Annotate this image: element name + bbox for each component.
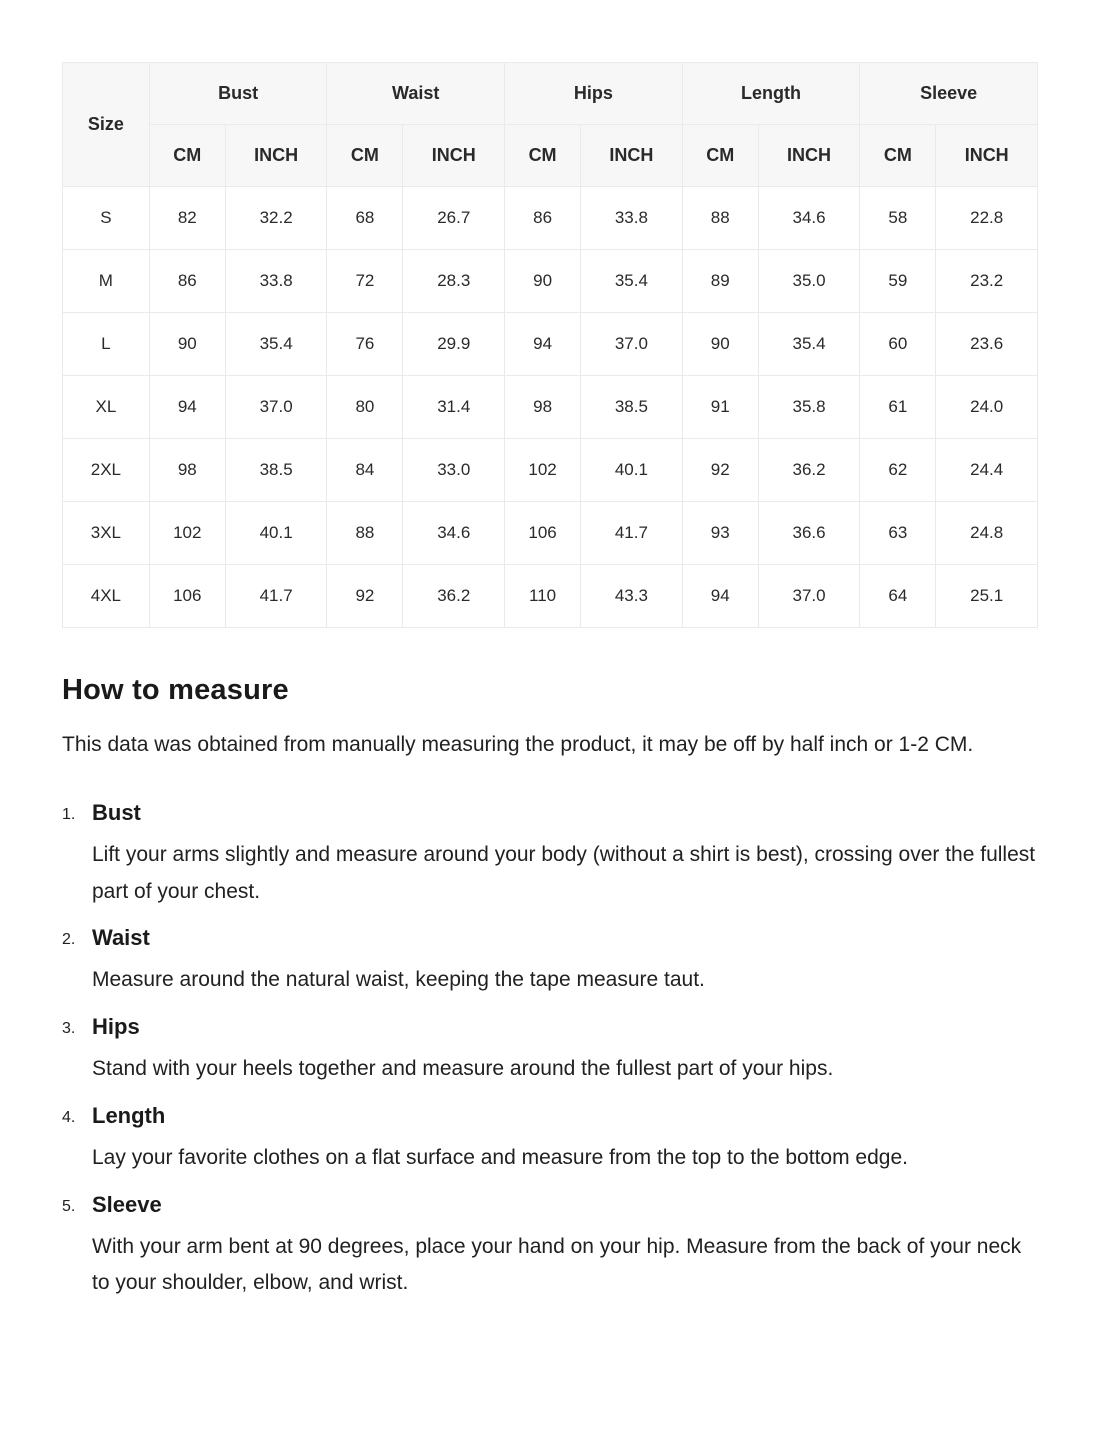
size-cell: 4XL xyxy=(63,565,150,628)
measurement-cell: 24.4 xyxy=(936,439,1038,502)
step-number: 1. xyxy=(62,805,76,823)
measurement-cell: 29.9 xyxy=(403,313,505,376)
step-description: Lay your favorite clothes on a flat surface and measure from the top to the bottom edge. xyxy=(92,1145,908,1169)
measurement-cell: 35.4 xyxy=(758,313,860,376)
measurement-cell: 35.0 xyxy=(758,250,860,313)
measurement-cell: 23.2 xyxy=(936,250,1038,313)
inch-unit-header: INCH xyxy=(581,125,683,187)
step-body xyxy=(92,1014,1038,1103)
measurement-cell: 37.0 xyxy=(581,313,683,376)
measurement-cell: 37.0 xyxy=(225,376,327,439)
size-chart-row xyxy=(63,439,1038,502)
measurement-cell: 88 xyxy=(682,187,758,250)
measurement-cell: 86 xyxy=(505,187,581,250)
bust-column-header: Bust xyxy=(149,63,327,125)
step-term: Waist xyxy=(92,925,150,951)
inch-unit-header: INCH xyxy=(403,125,505,187)
cm-unit-header: CM xyxy=(327,125,403,187)
measurement-cell: 40.1 xyxy=(581,439,683,502)
measurement-cell: 25.1 xyxy=(936,565,1038,628)
step-term: Bust xyxy=(92,799,141,825)
step-description: Lift your arms slightly and measure around your body (without a shirt is best), crossing over the fullest part of your chest. xyxy=(92,842,1036,903)
measurement-cell: 58 xyxy=(860,187,936,250)
measure-step-waist xyxy=(62,925,1038,1014)
measurement-cell: 92 xyxy=(682,439,758,502)
measurement-cell: 76 xyxy=(327,313,403,376)
measurement-cell: 33.8 xyxy=(225,250,327,313)
measure-steps-list xyxy=(62,800,1038,1317)
measurement-cell: 23.6 xyxy=(936,313,1038,376)
measurement-cell: 90 xyxy=(682,313,758,376)
step-body xyxy=(92,925,1038,1014)
size-cell: 2XL xyxy=(63,439,150,502)
measurement-cell: 94 xyxy=(149,376,225,439)
size-chart-row xyxy=(63,565,1038,628)
measurement-cell: 37.0 xyxy=(758,565,860,628)
inch-unit-header: INCH xyxy=(225,125,327,187)
measurement-cell: 80 xyxy=(327,376,403,439)
measure-step-length xyxy=(62,1103,1038,1192)
measurement-cell: 90 xyxy=(505,250,581,313)
how-to-measure-title: How to measure xyxy=(62,674,289,706)
waist-column-header: Waist xyxy=(327,63,505,125)
measurement-cell: 88 xyxy=(327,502,403,565)
measurement-cell: 106 xyxy=(505,502,581,565)
step-term: Length xyxy=(92,1102,166,1128)
size-chart-row xyxy=(63,502,1038,565)
size-cell: L xyxy=(63,313,150,376)
step-number: 3. xyxy=(62,1020,76,1037)
size-chart-row xyxy=(63,313,1038,376)
measurement-cell: 43.3 xyxy=(581,565,683,628)
size-chart-header xyxy=(63,63,1038,187)
size-chart-body xyxy=(63,187,1038,628)
measurement-cell: 84 xyxy=(327,439,403,502)
measure-step-sleeve xyxy=(62,1192,1038,1318)
cm-unit-header: CM xyxy=(505,125,581,187)
measurement-cell: 35.8 xyxy=(758,376,860,439)
measurement-cell: 92 xyxy=(327,565,403,628)
step-description: Measure around the natural waist, keeping the tape measure taut. xyxy=(92,968,705,992)
step-description: Stand with your heels together and measure around the fullest part of your hips. xyxy=(92,1057,834,1080)
measurement-cell: 41.7 xyxy=(581,502,683,565)
measurement-cell: 62 xyxy=(860,439,936,502)
sleeve-column-header: Sleeve xyxy=(860,63,1038,125)
size-cell: S xyxy=(63,187,150,250)
size-chart-table xyxy=(62,62,1038,628)
measurement-cell: 33.8 xyxy=(581,187,683,250)
inch-unit-header: INCH xyxy=(936,125,1038,187)
step-number: 4. xyxy=(62,1108,76,1126)
step-body xyxy=(92,1192,1038,1318)
measurement-cell: 36.6 xyxy=(758,502,860,565)
measurement-cell: 32.2 xyxy=(225,187,327,250)
step-number: 5. xyxy=(62,1197,76,1215)
measurement-cell: 90 xyxy=(149,313,225,376)
measurement-cell: 63 xyxy=(860,502,936,565)
cm-unit-header: CM xyxy=(149,125,225,187)
measure-step-bust xyxy=(62,800,1038,926)
measurement-cell: 38.5 xyxy=(581,376,683,439)
hips-column-header: Hips xyxy=(505,63,683,125)
measurement-cell: 94 xyxy=(682,565,758,628)
measurement-cell: 60 xyxy=(860,313,936,376)
measurement-cell: 38.5 xyxy=(225,439,327,502)
length-column-header: Length xyxy=(682,63,860,125)
step-number: 2. xyxy=(62,931,76,949)
measurement-cell: 35.4 xyxy=(225,313,327,376)
measurement-cell: 36.2 xyxy=(758,439,860,502)
measurement-cell: 102 xyxy=(149,502,225,565)
measurement-cell: 72 xyxy=(327,250,403,313)
step-term: Sleeve xyxy=(92,1191,162,1217)
measurement-cell: 93 xyxy=(682,502,758,565)
measurement-cell: 59 xyxy=(860,250,936,313)
measurement-cell: 22.8 xyxy=(936,187,1038,250)
cm-unit-header: CM xyxy=(860,125,936,187)
measure-header-row xyxy=(63,63,1038,125)
measurement-cell: 94 xyxy=(505,313,581,376)
measurement-cell: 86 xyxy=(149,250,225,313)
measurement-cell: 61 xyxy=(860,376,936,439)
unit-header-row xyxy=(63,125,1038,187)
measurement-cell: 24.8 xyxy=(936,502,1038,565)
size-cell: 3XL xyxy=(63,502,150,565)
measurement-cell: 34.6 xyxy=(403,502,505,565)
size-column-header: Size xyxy=(63,63,150,187)
measurement-cell: 110 xyxy=(505,565,581,628)
measurement-cell: 35.4 xyxy=(581,250,683,313)
measurement-cell: 31.4 xyxy=(403,376,505,439)
measure-step-hips xyxy=(62,1014,1038,1103)
measurement-cell: 102 xyxy=(505,439,581,502)
measurement-cell: 106 xyxy=(149,565,225,628)
measurement-cell: 33.0 xyxy=(403,439,505,502)
measurement-cell: 82 xyxy=(149,187,225,250)
measurement-cell: 26.7 xyxy=(403,187,505,250)
measurement-cell: 34.6 xyxy=(758,187,860,250)
cm-unit-header: CM xyxy=(682,125,758,187)
measurement-cell: 98 xyxy=(149,439,225,502)
size-cell: M xyxy=(63,250,150,313)
measurement-cell: 98 xyxy=(505,376,581,439)
step-term: Hips xyxy=(92,1014,140,1039)
size-chart-row xyxy=(63,250,1038,313)
step-body xyxy=(92,1103,1038,1192)
measurement-cell: 28.3 xyxy=(403,250,505,313)
measurement-cell: 40.1 xyxy=(225,502,327,565)
size-chart-row xyxy=(63,187,1038,250)
measurement-cell: 41.7 xyxy=(225,565,327,628)
step-body xyxy=(92,800,1038,926)
measurement-cell: 89 xyxy=(682,250,758,313)
inch-unit-header: INCH xyxy=(758,125,860,187)
measurement-cell: 64 xyxy=(860,565,936,628)
size-chart-row xyxy=(63,376,1038,439)
measurement-cell: 24.0 xyxy=(936,376,1038,439)
measurement-cell: 91 xyxy=(682,376,758,439)
step-description: With your arm bent at 90 degrees, place your hand on your hip. Measure from the back of your neck to your shoulder, elbow, and wrist. xyxy=(92,1234,1022,1295)
measurement-cell: 68 xyxy=(327,187,403,250)
size-cell: XL xyxy=(63,376,150,439)
measure-disclaimer-text: This data was obtained from manually measuring the product, it may be off by half inch or 1-2 CM. xyxy=(62,733,974,756)
measurement-cell: 36.2 xyxy=(403,565,505,628)
